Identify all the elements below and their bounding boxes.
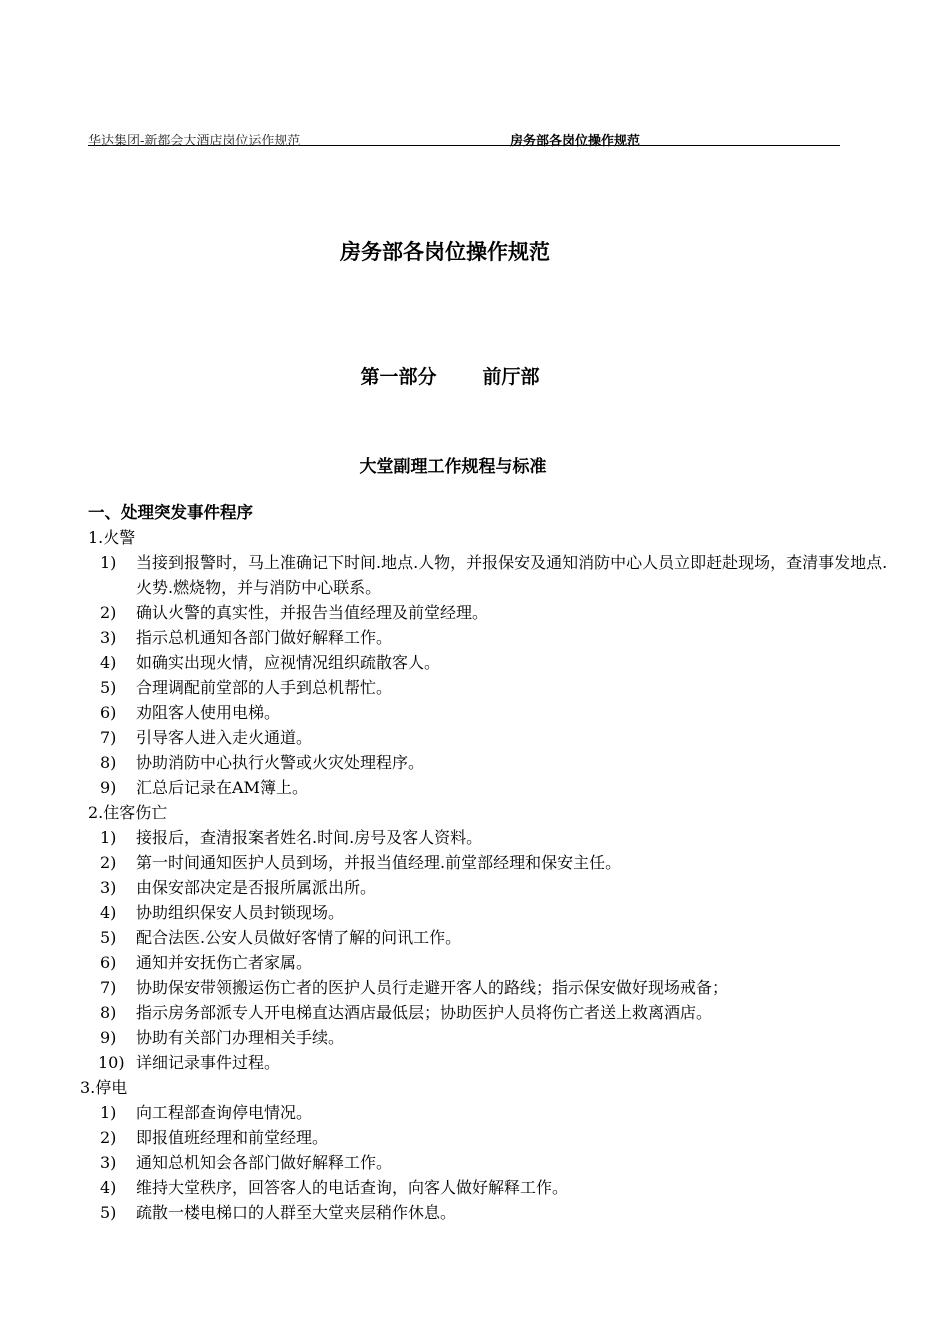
item-text: 确认火警的真实性，并报告当值经理及前堂经理。 bbox=[136, 603, 489, 622]
list-item bbox=[88, 675, 888, 700]
list-item bbox=[88, 1200, 888, 1225]
item-text: 疏散一楼电梯口的人群至大堂夹层稍作休息。 bbox=[136, 1203, 457, 1222]
item-text: 即报值班经理和前堂经理。 bbox=[136, 1128, 329, 1147]
item-number: 1) bbox=[100, 1103, 117, 1122]
item-number: 2) bbox=[100, 1128, 117, 1147]
item-text: 协助有关部门办理相关手续。 bbox=[136, 1028, 345, 1047]
item-number: 5) bbox=[100, 1203, 117, 1222]
item-number: 9) bbox=[100, 778, 117, 797]
chapter-heading: 一、处理突发事件程序 bbox=[88, 503, 253, 522]
item-number: 2) bbox=[100, 603, 117, 622]
item-number: 10) bbox=[98, 1053, 125, 1072]
document-title: 房务部各岗位操作规范 bbox=[340, 239, 550, 264]
page-header bbox=[88, 128, 840, 149]
item-number: 6) bbox=[100, 703, 117, 722]
item-text: 如确实出现火情，应视情况组织疏散客人。 bbox=[136, 653, 441, 672]
item-text: 维持大堂秩序，回答客人的电话查询，向客人做好解释工作。 bbox=[136, 1178, 569, 1197]
item-number: 3) bbox=[100, 628, 117, 647]
item-number: 5) bbox=[100, 678, 117, 697]
list-item bbox=[88, 900, 888, 925]
list-item bbox=[88, 1150, 888, 1175]
item-number: 3) bbox=[100, 1153, 117, 1172]
item-number: 7) bbox=[100, 728, 117, 747]
item-text: 汇总后记录在AM簿上。 bbox=[136, 778, 308, 797]
list-item bbox=[88, 1100, 888, 1125]
item-text: 通知并安抚伤亡者家属。 bbox=[136, 953, 313, 972]
list-item bbox=[88, 600, 888, 625]
document-body bbox=[80, 500, 888, 1225]
list-item bbox=[88, 950, 888, 975]
item-text: 由保安部决定是否报所属派出所。 bbox=[136, 878, 377, 897]
item-number: 5) bbox=[100, 928, 117, 947]
list-item bbox=[88, 725, 888, 750]
list-item bbox=[88, 1050, 888, 1075]
header-doc-title: 房务部各岗位操作规范 bbox=[510, 134, 641, 149]
item-text: 当接到报警时，马上准确记下时间.地点.人物，并报保安及通知消防中心人员立即赶赴现场，查清事发地点.火势.燃烧物，并与消防中心联系。 bbox=[136, 553, 888, 597]
procedure-groups bbox=[80, 525, 888, 1225]
item-text: 指示总机通知各部门做好解释工作。 bbox=[136, 628, 393, 647]
item-number: 2) bbox=[100, 853, 117, 872]
item-text: 配合法医.公安人员做好客情了解的问讯工作。 bbox=[136, 928, 462, 947]
list-item bbox=[88, 925, 888, 950]
item-number: 3) bbox=[100, 878, 117, 897]
item-text: 合理调配前堂部的人手到总机帮忙。 bbox=[136, 678, 393, 697]
list-item bbox=[88, 1125, 888, 1150]
item-number: 6) bbox=[100, 953, 117, 972]
item-text: 向工程部查询停电情况。 bbox=[136, 1103, 313, 1122]
procedure-subheading: 1.火警 bbox=[88, 528, 136, 547]
section-title: 大堂副理工作规程与标准 bbox=[359, 457, 547, 477]
item-text: 引导客人进入走火通道。 bbox=[136, 728, 313, 747]
item-number: 1) bbox=[100, 553, 117, 572]
item-text: 协助组织保安人员封锁现场。 bbox=[136, 903, 345, 922]
procedure-subheading: 3.停电 bbox=[80, 1078, 128, 1097]
item-number: 7) bbox=[100, 978, 117, 997]
list-item bbox=[88, 650, 888, 675]
list-item bbox=[88, 625, 888, 650]
list-item bbox=[88, 775, 888, 800]
item-text: 劝阻客人使用电梯。 bbox=[136, 703, 281, 722]
list-item bbox=[88, 1175, 888, 1200]
list-item bbox=[88, 975, 888, 1000]
part-name: 前厅部 bbox=[482, 366, 540, 388]
item-text: 详细记录事件过程。 bbox=[136, 1053, 281, 1072]
item-number: 4) bbox=[100, 653, 117, 672]
list-item bbox=[88, 700, 888, 725]
item-number: 9) bbox=[100, 1028, 117, 1047]
list-item bbox=[88, 750, 888, 775]
list-item bbox=[88, 1000, 888, 1025]
list-item bbox=[88, 825, 888, 850]
list-item bbox=[88, 1025, 888, 1050]
item-number: 4) bbox=[100, 903, 117, 922]
item-number: 4) bbox=[100, 1178, 117, 1197]
part-title bbox=[0, 362, 900, 389]
item-text: 协助保安带领搬运伤亡者的医护人员行走避开客人的路线；指示保安做好现场戒备； bbox=[136, 978, 729, 997]
item-text: 协助消防中心执行火警或火灾处理程序。 bbox=[136, 753, 425, 772]
list-item bbox=[88, 850, 888, 875]
item-text: 指示房务部派专人开电梯直达酒店最低层；协助医护人员将伤亡者送上救离酒店。 bbox=[136, 1003, 713, 1022]
procedure-subheading: 2.住客伤亡 bbox=[88, 803, 168, 822]
list-item bbox=[88, 550, 888, 600]
item-text: 通知总机知会各部门做好解释工作。 bbox=[136, 1153, 393, 1172]
item-text: 接报后，查清报案者姓名.时间.房号及客人资料。 bbox=[136, 828, 483, 847]
item-number: 1) bbox=[100, 828, 117, 847]
part-label: 第一部分 bbox=[360, 366, 437, 388]
list-item bbox=[88, 875, 888, 900]
item-text: 第一时间通知医护人员到场，并报当值经理.前堂部经理和保安主任。 bbox=[136, 853, 622, 872]
header-company: 华达集团-新都会大酒店岗位运作规范 bbox=[88, 134, 301, 149]
item-number: 8) bbox=[100, 1003, 117, 1022]
item-number: 8) bbox=[100, 753, 117, 772]
